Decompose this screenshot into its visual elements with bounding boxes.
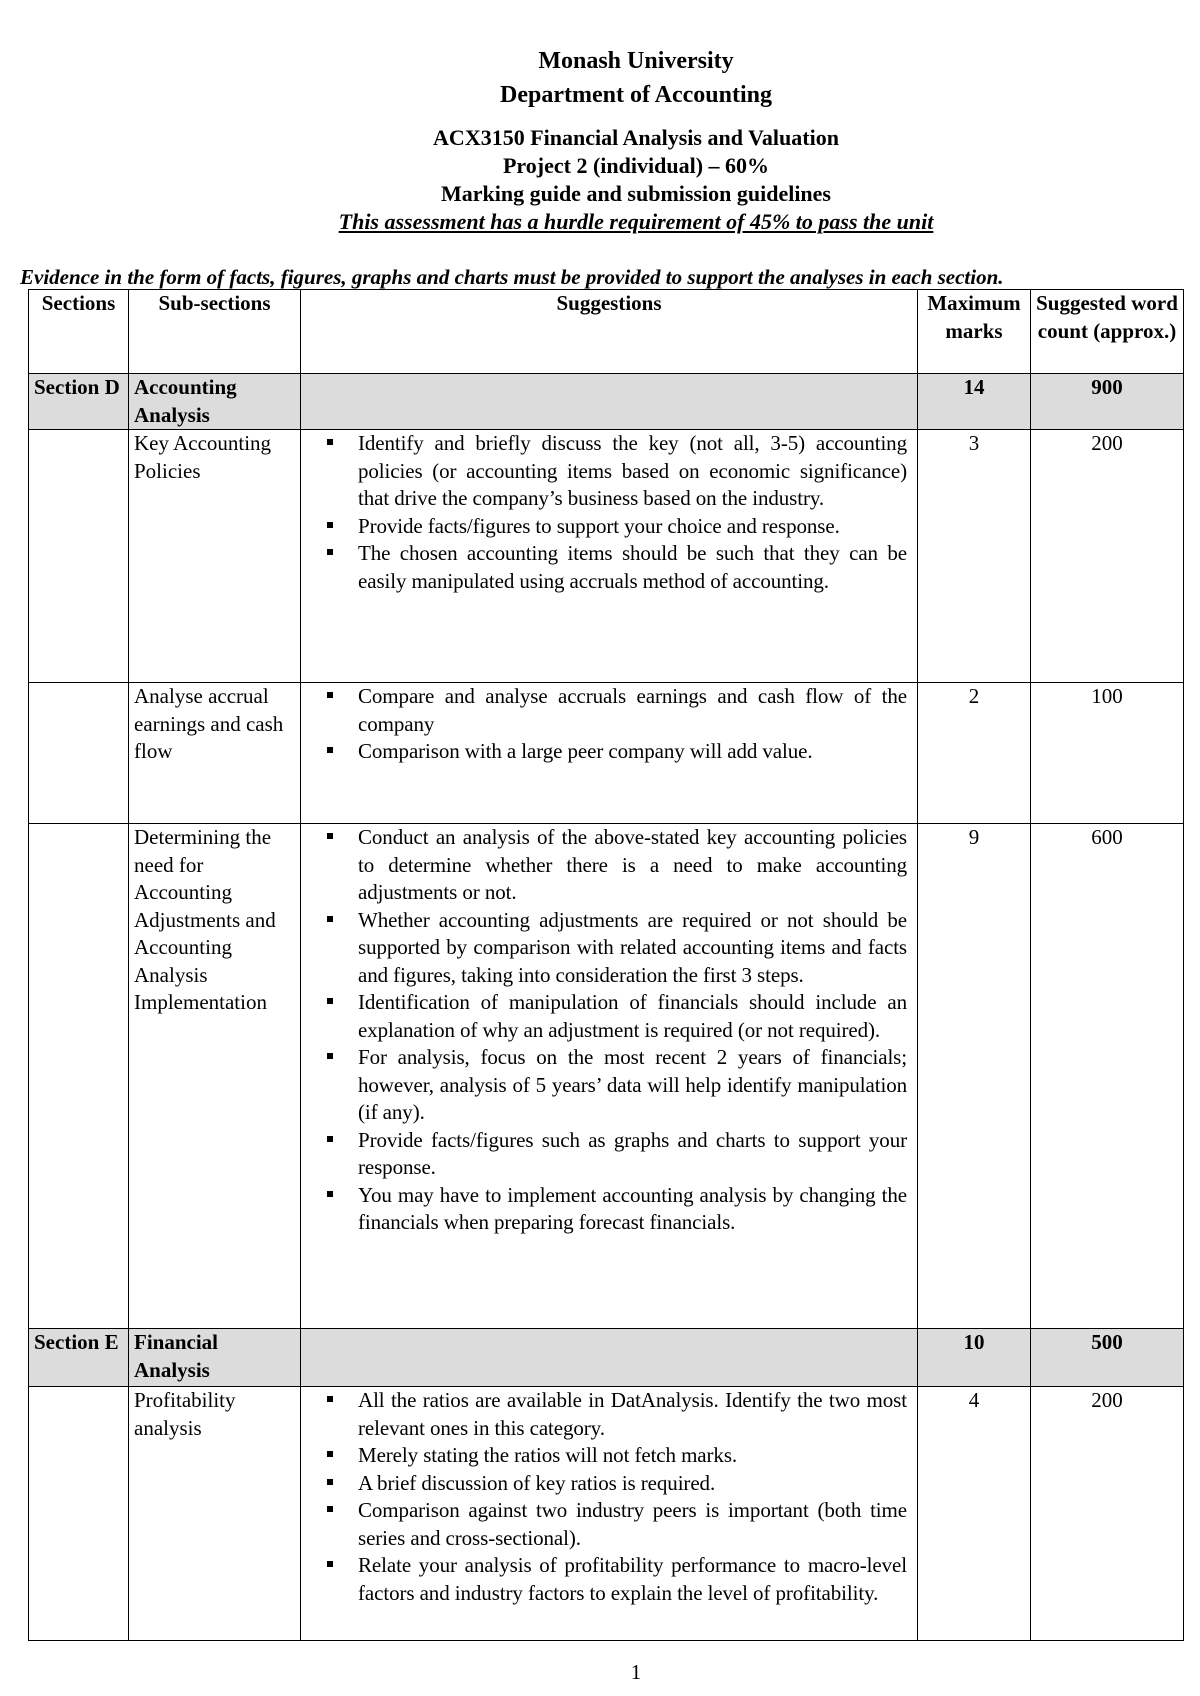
word-count-value: 200 bbox=[1031, 430, 1184, 683]
section-d-words: 900 bbox=[1031, 374, 1184, 430]
department-name: Department of Accounting bbox=[500, 82, 772, 108]
section-e-marks: 10 bbox=[918, 1329, 1031, 1387]
section-d-marks: 14 bbox=[918, 374, 1031, 430]
list-item: Merely stating the ratios will not fetch marks. bbox=[306, 1442, 907, 1470]
list-item: Provide facts/figures to support your choice and response. bbox=[306, 513, 907, 541]
list-item: All the ratios are available in DatAnalysis. Identify the two most relevant ones in this category. bbox=[306, 1387, 907, 1442]
header-suggestions: Suggestions bbox=[301, 290, 918, 374]
word-count-value: 200 bbox=[1031, 1387, 1184, 1641]
suggestions-cell bbox=[301, 1387, 918, 1641]
list-item: Relate your analysis of profitability performance to macro-level factors and industry factors to explain the level of profitability. bbox=[306, 1552, 907, 1607]
table-row bbox=[29, 430, 1184, 683]
section-cell bbox=[29, 430, 129, 683]
suggestions-cell bbox=[301, 430, 918, 683]
section-cell bbox=[29, 1387, 129, 1641]
subsection-profitability-analysis: Profitability analysis bbox=[129, 1387, 301, 1641]
list-item: Identify and briefly discuss the key (not all, 3-5) accounting policies (or accounting items based on economic significance) that drive the company’s business based on the industry. bbox=[306, 430, 907, 513]
subsection-key-accounting-policies: Key Accounting Policies bbox=[129, 430, 301, 683]
section-e-row bbox=[29, 1329, 1184, 1387]
section-cell bbox=[29, 824, 129, 1329]
list-item: Identification of manipulation of financials should include an explanation of why an adjustment is required (or not required). bbox=[306, 989, 907, 1044]
list-item: Whether accounting adjustments are required or not should be supported by comparison with related accounting items and facts and figures, taking into consideration the first 3 steps. bbox=[306, 907, 907, 990]
section-e-title: Financial Analysis bbox=[129, 1329, 301, 1387]
max-marks-value: 4 bbox=[918, 1387, 1031, 1641]
table-row bbox=[29, 683, 1184, 824]
section-d-row bbox=[29, 374, 1184, 430]
evidence-note: Evidence in the form of facts, figures, graphs and charts must be provided to support the analyses in each section. bbox=[20, 265, 1004, 289]
suggestions-cell bbox=[301, 683, 918, 824]
list-item: Comparison with a large peer company will add value. bbox=[306, 738, 907, 766]
max-marks-value: 9 bbox=[918, 824, 1031, 1329]
list-item: You may have to implement accounting analysis by changing the financials when preparing forecast financials. bbox=[306, 1182, 907, 1237]
project-title: Project 2 (individual) – 60% bbox=[502, 153, 770, 178]
section-e-words: 500 bbox=[1031, 1329, 1184, 1387]
list-item: For analysis, focus on the most recent 2 years of financials; however, analysis of 5 years’ data will help identify manipulation (if any). bbox=[306, 1044, 907, 1127]
header-subsections: Sub-sections bbox=[129, 290, 301, 374]
max-marks-value: 3 bbox=[918, 430, 1031, 683]
section-e-label: Section E bbox=[29, 1329, 129, 1387]
table-row bbox=[29, 824, 1184, 1329]
hurdle-requirement: This assessment has a hurdle requirement of 45% to pass the unit bbox=[338, 209, 934, 234]
university-name: Monash University bbox=[538, 48, 734, 74]
subsection-accrual-earnings: Analyse accrual earnings and cash flow bbox=[129, 683, 301, 824]
section-cell bbox=[29, 683, 129, 824]
list-item: A brief discussion of key ratios is required. bbox=[306, 1470, 907, 1498]
section-d-title: Accounting Analysis bbox=[129, 374, 301, 430]
marking-guide-table bbox=[28, 289, 1184, 1641]
subsection-accounting-adjustments: Determining the need for Accounting Adjustments and Accounting Analysis Implementation bbox=[129, 824, 301, 1329]
section-d-label: Section D bbox=[29, 374, 129, 430]
word-count-value: 600 bbox=[1031, 824, 1184, 1329]
header-max-marks: Maximum marks bbox=[918, 290, 1031, 374]
unit-title: ACX3150 Financial Analysis and Valuation bbox=[433, 125, 839, 150]
suggestions-cell bbox=[301, 824, 918, 1329]
page-number: 1 bbox=[630, 1660, 642, 1684]
word-count-value: 100 bbox=[1031, 683, 1184, 824]
table-row bbox=[29, 1387, 1184, 1641]
section-e-suggestions bbox=[301, 1329, 918, 1387]
header-word-count: Suggested word count (approx.) bbox=[1031, 290, 1184, 374]
guide-title: Marking guide and submission guidelines bbox=[440, 181, 831, 206]
list-item: Compare and analyse accruals earnings and cash flow of the company bbox=[306, 683, 907, 738]
section-d-suggestions bbox=[301, 374, 918, 430]
list-item: Comparison against two industry peers is important (both time series and cross-sectional). bbox=[306, 1497, 907, 1552]
list-item: Conduct an analysis of the above-stated key accounting policies to determine whether there is a need to make accounting adjustments or not. bbox=[306, 824, 907, 907]
document-header bbox=[0, 44, 1200, 236]
header-sections: Sections bbox=[29, 290, 129, 374]
list-item: The chosen accounting items should be such that they can be easily manipulated using accruals method of accounting. bbox=[306, 540, 907, 595]
max-marks-value: 2 bbox=[918, 683, 1031, 824]
table-header-row bbox=[29, 290, 1184, 374]
list-item: Provide facts/figures such as graphs and charts to support your response. bbox=[306, 1127, 907, 1182]
